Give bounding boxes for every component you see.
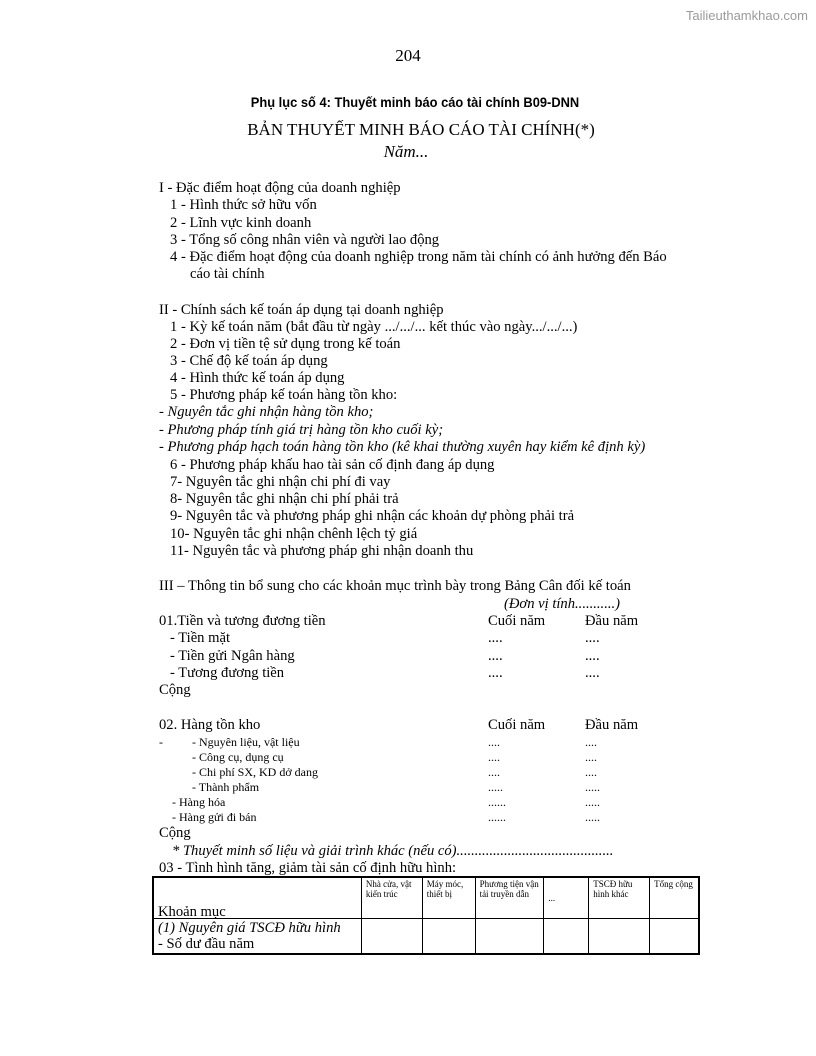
cash-row-value: ....: [585, 665, 600, 681]
list-item: 9- Nguyên tắc và phương pháp ghi nhận các khoản dự phòng phải trả: [170, 508, 575, 524]
inventory-dash: -: [159, 735, 163, 749]
table-cell: [544, 919, 589, 955]
cash-row-value: ....: [585, 630, 600, 646]
inventory-row-label: - Chi phí SX, KD dở dang: [192, 765, 319, 779]
table-cell: [361, 919, 422, 955]
inventory-row-value: ....: [488, 735, 500, 749]
inventory-col-end: Cuối năm: [488, 717, 546, 733]
inventory-row-label: - Nguyên liệu, vật liệu: [192, 735, 300, 749]
cash-title: 01.Tiền và tương đương tiền: [159, 613, 326, 629]
section-2-heading: II - Chính sách kế toán áp dụng tại doanh nghiệp: [159, 302, 444, 318]
table-header-cell: Máy móc, thiết bị: [422, 877, 475, 919]
inventory-col-begin: Đầu năm: [585, 717, 639, 733]
table-header-row: [153, 877, 699, 919]
appendix-heading: Phụ lục số 4: Thuyết minh báo cáo tài chính B09-DNN: [250, 94, 580, 110]
list-item: 2 - Đơn vị tiền tệ sử dụng trong kế toán: [170, 336, 401, 352]
table-row: [153, 919, 699, 955]
page-title: BẢN THUYẾT MINH BÁO CÁO TÀI CHÍNH(*): [247, 120, 595, 139]
fixed-assets-table: [152, 876, 700, 955]
table-cell: [422, 919, 475, 955]
table-row-label: - Số dư đầu năm: [158, 936, 255, 952]
inventory-row-value: ....: [585, 750, 597, 764]
inventory-row-label: - Công cụ, dụng cụ: [192, 750, 284, 764]
inventory-row-value: .....: [585, 795, 600, 809]
cash-row-value: ....: [585, 648, 600, 664]
unit-label: (Đơn vị tính...........): [504, 596, 621, 612]
list-item: 1 - Hình thức sở hữu vốn: [170, 197, 317, 213]
fixed-assets-title: 03 - Tình hình tăng, giảm tài sản cố định hữu hình:: [159, 860, 457, 876]
inventory-total: Cộng: [159, 825, 191, 841]
inventory-row-value: .....: [585, 780, 600, 794]
list-item: 10- Nguyên tắc ghi nhận chênh lệch tỷ giá: [170, 526, 418, 542]
inventory-row-value: ....: [585, 735, 597, 749]
inventory-row-label: - Hàng gửi đi bán: [172, 810, 257, 824]
list-item: 4 - Đặc điểm hoạt động của doanh nghiệp trong năm tài chính có ảnh hưởng đến Báo: [170, 249, 667, 265]
table-header-cell: Khoản mục: [153, 877, 361, 919]
table-cell: [589, 919, 650, 955]
sub-item: - Nguyên tắc ghi nhận hàng tồn kho;: [159, 404, 374, 420]
inventory-row-value: ......: [488, 810, 506, 824]
list-item: 11- Nguyên tắc và phương pháp ghi nhận doanh thu: [170, 543, 474, 559]
cash-row-label: - Tương đương tiền: [170, 665, 285, 681]
inventory-row-value: ......: [488, 795, 506, 809]
table-row-label: (1) Nguyên giá TSCĐ hữu hình: [158, 920, 341, 936]
sub-item: - Phương pháp tính giá trị hàng tồn kho cuối kỳ;: [159, 422, 444, 438]
inventory-row-label: - Hàng hóa: [172, 795, 226, 809]
inventory-row-value: ....: [488, 765, 500, 779]
year-line: Năm...: [383, 142, 429, 161]
cash-row-value: ....: [488, 630, 503, 646]
inventory-row-value: .....: [585, 810, 600, 824]
watermark: Tailieuthamkhao.com: [685, 8, 808, 23]
list-item: 5 - Phương pháp kế toán hàng tồn kho:: [170, 387, 398, 403]
cash-total: Cộng: [159, 682, 191, 698]
table-header-cell: ...: [544, 877, 589, 919]
list-item: 7- Nguyên tắc ghi nhận chi phí đi vay: [170, 474, 391, 490]
inventory-note: * Thuyết minh số liệu và giải trình khác (nếu có)...........................................: [172, 843, 614, 859]
table-header-cell: Phương tiện vận tải truyền dẫn: [475, 877, 544, 919]
table-cell: [153, 919, 361, 955]
cash-col-begin: Đầu năm: [585, 613, 639, 629]
inventory-row-value: .....: [488, 780, 503, 794]
cash-col-end: Cuối năm: [488, 613, 546, 629]
cash-row-label: - Tiền mặt: [170, 630, 231, 646]
list-item: 4 - Hình thức kế toán áp dụng: [170, 370, 345, 386]
table-header-cell: Nhà cửa, vật kiến trúc: [361, 877, 422, 919]
section-3-heading: III – Thông tin bổ sung cho các khoản mục trình bày trong Bảng Cân đối kế toán: [159, 578, 631, 594]
page-number: 204: [395, 46, 421, 65]
cash-row-label: - Tiền gửi Ngân hàng: [170, 648, 295, 664]
list-item: 6 - Phương pháp khấu hao tài sản cố định đang áp dụng: [170, 457, 495, 473]
table-cell: [475, 919, 544, 955]
cash-row-value: ....: [488, 648, 503, 664]
table-header-cell: Tổng cộng: [650, 877, 699, 919]
inventory-row-value: ....: [585, 765, 597, 779]
list-item: 2 - Lĩnh vực kinh doanh: [170, 215, 312, 231]
cash-row-value: ....: [488, 665, 503, 681]
table-cell: [650, 919, 699, 955]
section-1-heading: I - Đặc điểm hoạt động của doanh nghiệp: [159, 180, 401, 196]
list-item: 8- Nguyên tắc ghi nhận chi phí phải trả: [170, 491, 399, 507]
table-header-cell: TSCĐ hữu hình khác: [589, 877, 650, 919]
list-item: 3 - Tổng số công nhân viên và người lao động: [170, 232, 440, 248]
inventory-row-label: - Thành phẩm: [192, 780, 260, 794]
inventory-row-value: ....: [488, 750, 500, 764]
list-item: 3 - Chế độ kế toán áp dụng: [170, 353, 328, 369]
inventory-title: 02. Hàng tồn kho: [159, 717, 261, 733]
list-item: 1 - Kỳ kế toán năm (bắt đầu từ ngày .../.../... kết thúc vào ngày.../.../...): [170, 319, 578, 335]
sub-item: - Phương pháp hạch toán hàng tồn kho (kê khai thường xuyên hay kiểm kê định kỳ): [159, 439, 646, 455]
list-item: cáo tài chính: [190, 266, 265, 282]
